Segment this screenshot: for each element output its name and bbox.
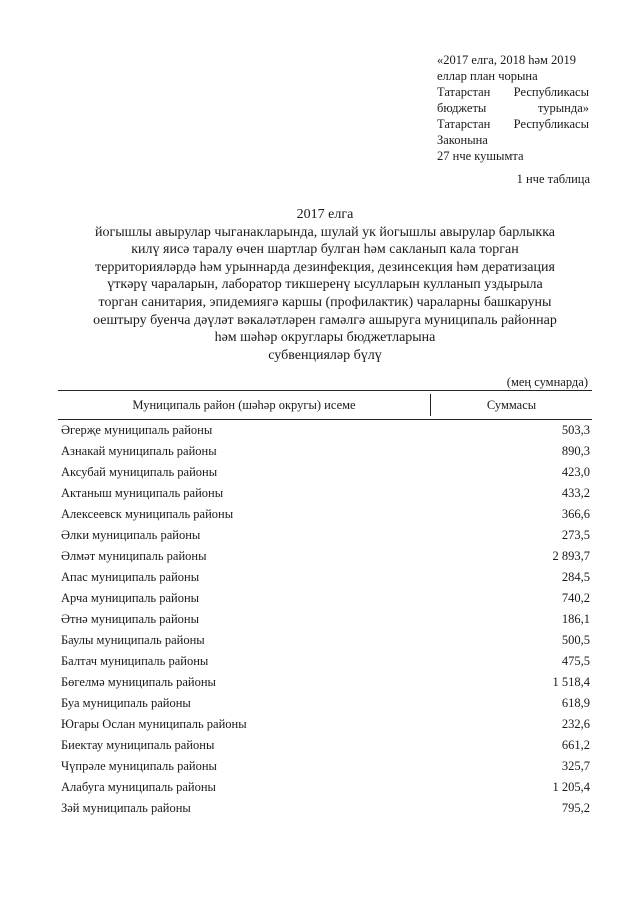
- district-sum: 325,7: [561, 759, 590, 773]
- district-sum: 284,5: [561, 570, 590, 584]
- district-name: Актаныш муниципаль районы: [61, 486, 224, 500]
- column-header-name: Муниципаль район (шәһәр округы) исеме: [58, 394, 431, 416]
- district-name: Балтач муниципаль районы: [61, 654, 209, 668]
- reference-line: 27 нче кушымта: [437, 149, 524, 163]
- district-name: Әтнә муниципаль районы: [61, 612, 200, 626]
- district-sum: 475,5: [561, 654, 590, 668]
- district-name: Биектау муниципаль районы: [61, 738, 215, 752]
- heading-line: һәм шәһәр округлары бюджетларына: [214, 330, 436, 346]
- heading-line: үткәрү чараларын, лаборатор тикшеренү ысулларын кулланып уздырыла: [107, 277, 543, 293]
- table-row: [58, 567, 592, 588]
- district-name: Зәй муниципаль районы: [61, 801, 191, 815]
- district-name: Азнакай муниципаль районы: [61, 444, 217, 458]
- heading-line: торган санитария, эпидемиягә каршы (профилактик) чараларны башкаруны: [98, 294, 552, 310]
- document-heading: [60, 206, 590, 364]
- district-sum: 503,3: [561, 423, 590, 437]
- district-sum: 423,0: [561, 465, 590, 479]
- table-row: [58, 714, 592, 735]
- table-row: [58, 651, 592, 672]
- table-header: [58, 390, 592, 420]
- district-sum: 186,1: [561, 612, 590, 626]
- district-name: Әгерҗе муниципаль районы: [61, 423, 213, 437]
- district-sum: 618,9: [561, 696, 590, 710]
- reference-line: еллар план чорына: [437, 69, 538, 83]
- district-name: Апас муниципаль районы: [61, 570, 200, 584]
- table-row: [58, 693, 592, 714]
- heading-line: оештыру буенча дәүләт вәкаләтләрен гамәлгә ашыруга муниципаль районнар: [93, 312, 557, 328]
- table-row: [58, 483, 592, 504]
- district-sum: 661,2: [561, 738, 590, 752]
- column-header-sum: Суммасы: [486, 397, 537, 412]
- reference-line: Законына: [437, 133, 488, 147]
- district-sum: 795,2: [561, 801, 590, 815]
- district-name: Бөгелмә муниципаль районы: [61, 675, 216, 689]
- district-name: Баулы муниципаль районы: [61, 633, 205, 647]
- table-row: [58, 798, 592, 819]
- heading-year: 2017 елга: [296, 207, 354, 222]
- table-number: 1 нче таблица: [516, 172, 590, 186]
- district-sum: 500,5: [561, 633, 590, 647]
- table-row: [58, 441, 592, 462]
- reference-line: бюджеты турында»: [437, 101, 589, 115]
- table-body: [58, 420, 592, 819]
- district-sum: 2 893,7: [552, 549, 590, 563]
- district-name: Аксубай муниципаль районы: [61, 465, 218, 479]
- district-sum: 740,2: [561, 591, 590, 605]
- table-row: [58, 420, 592, 441]
- subvention-table: [58, 390, 592, 819]
- units-note: (мең сумнарда): [506, 375, 588, 389]
- district-sum: 890,3: [561, 444, 590, 458]
- district-sum: 366,6: [561, 507, 590, 521]
- reference-line: «2017 елга, 2018 һәм 2019: [437, 53, 577, 67]
- table-row: [58, 777, 592, 798]
- table-row: [58, 756, 592, 777]
- reference-line: Татарстан Республикасы: [437, 85, 589, 99]
- district-name: Алабуга муниципаль районы: [61, 780, 216, 794]
- heading-line: килү яисә таралу өчен шартлар булган һәм сакланып кала торган: [131, 242, 519, 258]
- district-sum: 232,6: [561, 717, 590, 731]
- table-row: [58, 630, 592, 651]
- table-row: [58, 462, 592, 483]
- district-sum: 1 205,4: [552, 780, 590, 794]
- district-name: Алексеевск муниципаль районы: [61, 507, 234, 521]
- district-name: Әлмәт муниципаль районы: [61, 549, 207, 563]
- heading-line: субвенцияләр бүлү: [268, 347, 382, 363]
- table-row: [58, 525, 592, 546]
- table-row: [58, 546, 592, 567]
- district-name: Югары Ослан муниципаль районы: [61, 717, 247, 731]
- table-row: [58, 609, 592, 630]
- heading-line: йогышлы авырулар чыганакларында, шулай ук йогышлы авырулар барлыкка: [94, 224, 556, 240]
- table-row: [58, 504, 592, 525]
- law-reference: [437, 52, 589, 164]
- district-name: Чүпрәле муниципаль районы: [61, 759, 217, 773]
- district-sum: 433,2: [561, 486, 590, 500]
- table-row: [58, 672, 592, 693]
- district-name: Әлки муниципаль районы: [61, 528, 201, 542]
- district-sum: 273,5: [561, 528, 590, 542]
- district-name: Буа муниципаль районы: [61, 696, 191, 710]
- reference-line: Татарстан Республикасы: [437, 117, 589, 131]
- heading-line: территорияләрдә һәм урыннарда дезинфекция, дезинсекция һәм дератизация: [95, 259, 555, 275]
- table-row: [58, 735, 592, 756]
- table-row: [58, 588, 592, 609]
- district-name: Арча муниципаль районы: [61, 591, 200, 605]
- district-sum: 1 518,4: [552, 675, 590, 689]
